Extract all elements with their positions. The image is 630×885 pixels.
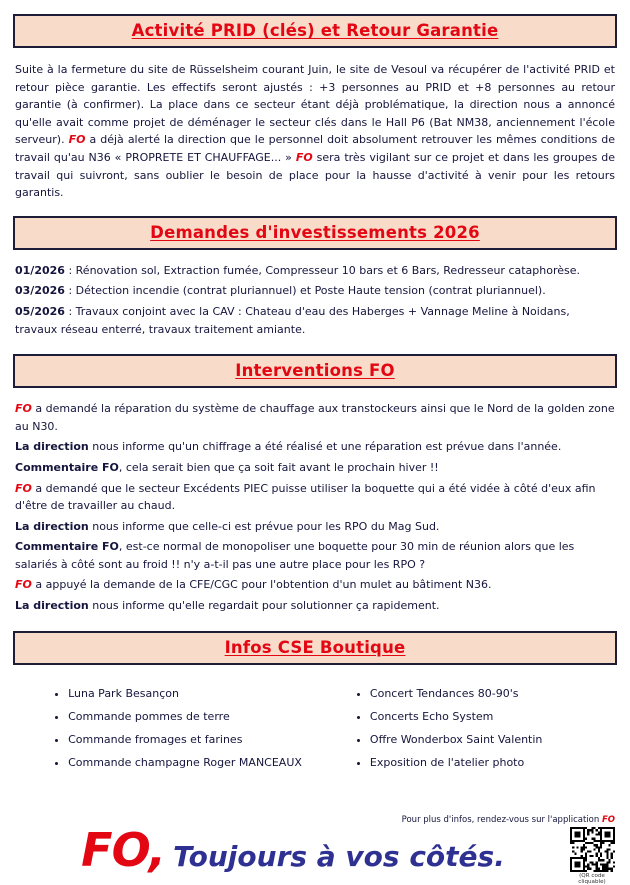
bold-label: 05/2026: [15, 304, 65, 318]
qr-caption: (QR code cliquable): [578, 873, 606, 885]
list-item: • Commande fromages et farines: [68, 731, 302, 748]
paragraph: [15, 438, 615, 456]
text-run: nous informe qu'elle regardait pour solutionner ça rapidement.: [88, 599, 440, 613]
boutique-columns: [13, 685, 617, 777]
fo-label: FO: [68, 133, 86, 147]
bold-label: Commentaire FO: [15, 540, 119, 554]
list-item: • Luna Park Besançon: [68, 685, 302, 702]
paragraph: [15, 538, 615, 573]
paragraph: [15, 262, 615, 280]
fo-label: FO: [15, 481, 32, 495]
boutique-list-left: [48, 685, 302, 777]
text-run: a demandé que le secteur Excédents PIEC puisse utiliser la boquette qui a été vidée à côté d'eux afin d'être de travailler au chaud.: [15, 481, 596, 513]
section-interventions: [13, 354, 617, 615]
text-run: sera très vigilant sur ce projet et dans les groupes de travail qui suivront, sans oublier le besoin de place pour la hausse d'activité à venir pour les retours garantis.: [15, 150, 615, 200]
bold-label: 03/2026: [15, 284, 65, 298]
slogan-text: Toujours à vos côtés.: [173, 840, 505, 873]
bold-label: La direction: [15, 519, 89, 533]
section-investissements: [13, 216, 617, 338]
fo-label: FO: [15, 402, 32, 416]
list-item: • Concerts Echo System: [370, 708, 582, 725]
text-run: , est-ce normal de monopoliser une boquette pour 30 min de réunion alors que les salariés à côté sont au froid !! n'y a-t-il pas une autre place pour les RPO ?: [15, 540, 575, 571]
slogan-fo-label: FO,: [81, 823, 166, 877]
text-run: a déjà alerté la direction que le personnel doit absolument retrouver les mêmes conditions de travail qu'au N36 « PROPRETE ET CHAUFFAGE... »: [15, 133, 616, 164]
text-run: a appuyé la demande de la CFE/CGC pour l'obtention d'un mulet au bâtiment N36.: [31, 578, 492, 592]
bold-label: Commentaire FO: [15, 460, 119, 474]
section-title-boutique: Infos CSE Boutique: [224, 637, 406, 657]
list-item: • Concert Tendances 80-90's: [370, 685, 582, 702]
qr-code-image: [570, 827, 615, 872]
list-item: • Commande pommes de terre: [68, 708, 302, 725]
paragraph: [15, 303, 615, 338]
text-run: Pour plus d'infos, rendez-vous sur l'application: [401, 815, 602, 825]
text-run: : Détection incendie (contrat pluriannuel) et Poste Haute tension (contrat pluriannuel).: [64, 284, 546, 298]
paragraph: [15, 282, 615, 300]
list-item: • Offre Wonderbox Saint Valentin: [370, 731, 582, 748]
prid-body-paragraph: [15, 61, 615, 202]
paragraph: [15, 400, 615, 435]
text-run: : Rénovation sol, Extraction fumée, Compresseur 10 bars et 6 Bars, Redresseur cataphorèse.: [64, 263, 581, 277]
section-title-interventions: Interventions FO: [235, 361, 395, 381]
list-item: • Exposition de l'atelier photo: [370, 754, 582, 771]
text-run: : Travaux conjoint avec la CAV : Chateau d'eau des Haberges + Vannage Meline à Noidans, travaux réseau enterré, travaux traitement amiante.: [15, 304, 570, 336]
paragraph: [15, 518, 615, 536]
fo-label: FO: [601, 815, 615, 825]
bold-label: La direction: [15, 599, 89, 613]
text-run: a demandé la réparation du système de chauffage aux transtockeurs ainsi que le Nord de la golden zone au N30.: [15, 402, 615, 433]
bold-label: La direction: [15, 440, 89, 454]
paragraph: [15, 480, 615, 515]
text-run: nous informe qu'un chiffrage a été réalisé et une réparation est prévue dans l'année.: [88, 440, 562, 454]
paragraph: [15, 576, 615, 594]
paragraph: [15, 597, 615, 615]
invest-items: [15, 262, 615, 338]
slogan: [33, 823, 553, 877]
section-header-boutique: [13, 631, 617, 665]
section-header-prid: [13, 14, 617, 48]
text-run: , cela serait bien que ça soit fait avant le prochain hiver !!: [118, 460, 439, 474]
qr-code[interactable]: [570, 827, 615, 872]
list-item: • Commande champagne Roger MANCEAUX: [68, 754, 302, 771]
boutique-list-right: [350, 685, 582, 777]
section-header-investissements: [13, 216, 617, 250]
section-title-investissements: Demandes d'investissements 2026: [150, 222, 480, 242]
bold-label: 01/2026: [15, 263, 65, 277]
interventions-items: [15, 400, 615, 615]
fo-label: FO: [295, 150, 313, 164]
section-title-prid: Activité PRID (clés) et Retour Garantie: [131, 21, 499, 40]
section-prid: [13, 14, 617, 202]
footer: [13, 801, 617, 885]
section-boutique: [13, 631, 617, 777]
fo-label: FO: [15, 578, 32, 592]
text-run: nous informe que celle-ci est prévue pour les RPO du Mag Sud.: [88, 519, 440, 533]
section-header-interventions: [13, 354, 617, 388]
paragraph: [15, 459, 615, 477]
text-run: Suite à la fermeture du site de Rüsselsheim courant Juin, le site de Vesoul va récupérer de l'activité PRID et retour pièce garantie. Les effectifs seront ajustés : +3 personnes au PRID et +8 personnes au retour garantie (à confirmer). La place dans ce secteur étant déjà problématique, la direction nous a annoncé qu'elle avait comme projet de déménager le secteur clés dans le Hall P6 (Bat NM38, anciennement l'école serveur).: [15, 63, 615, 147]
